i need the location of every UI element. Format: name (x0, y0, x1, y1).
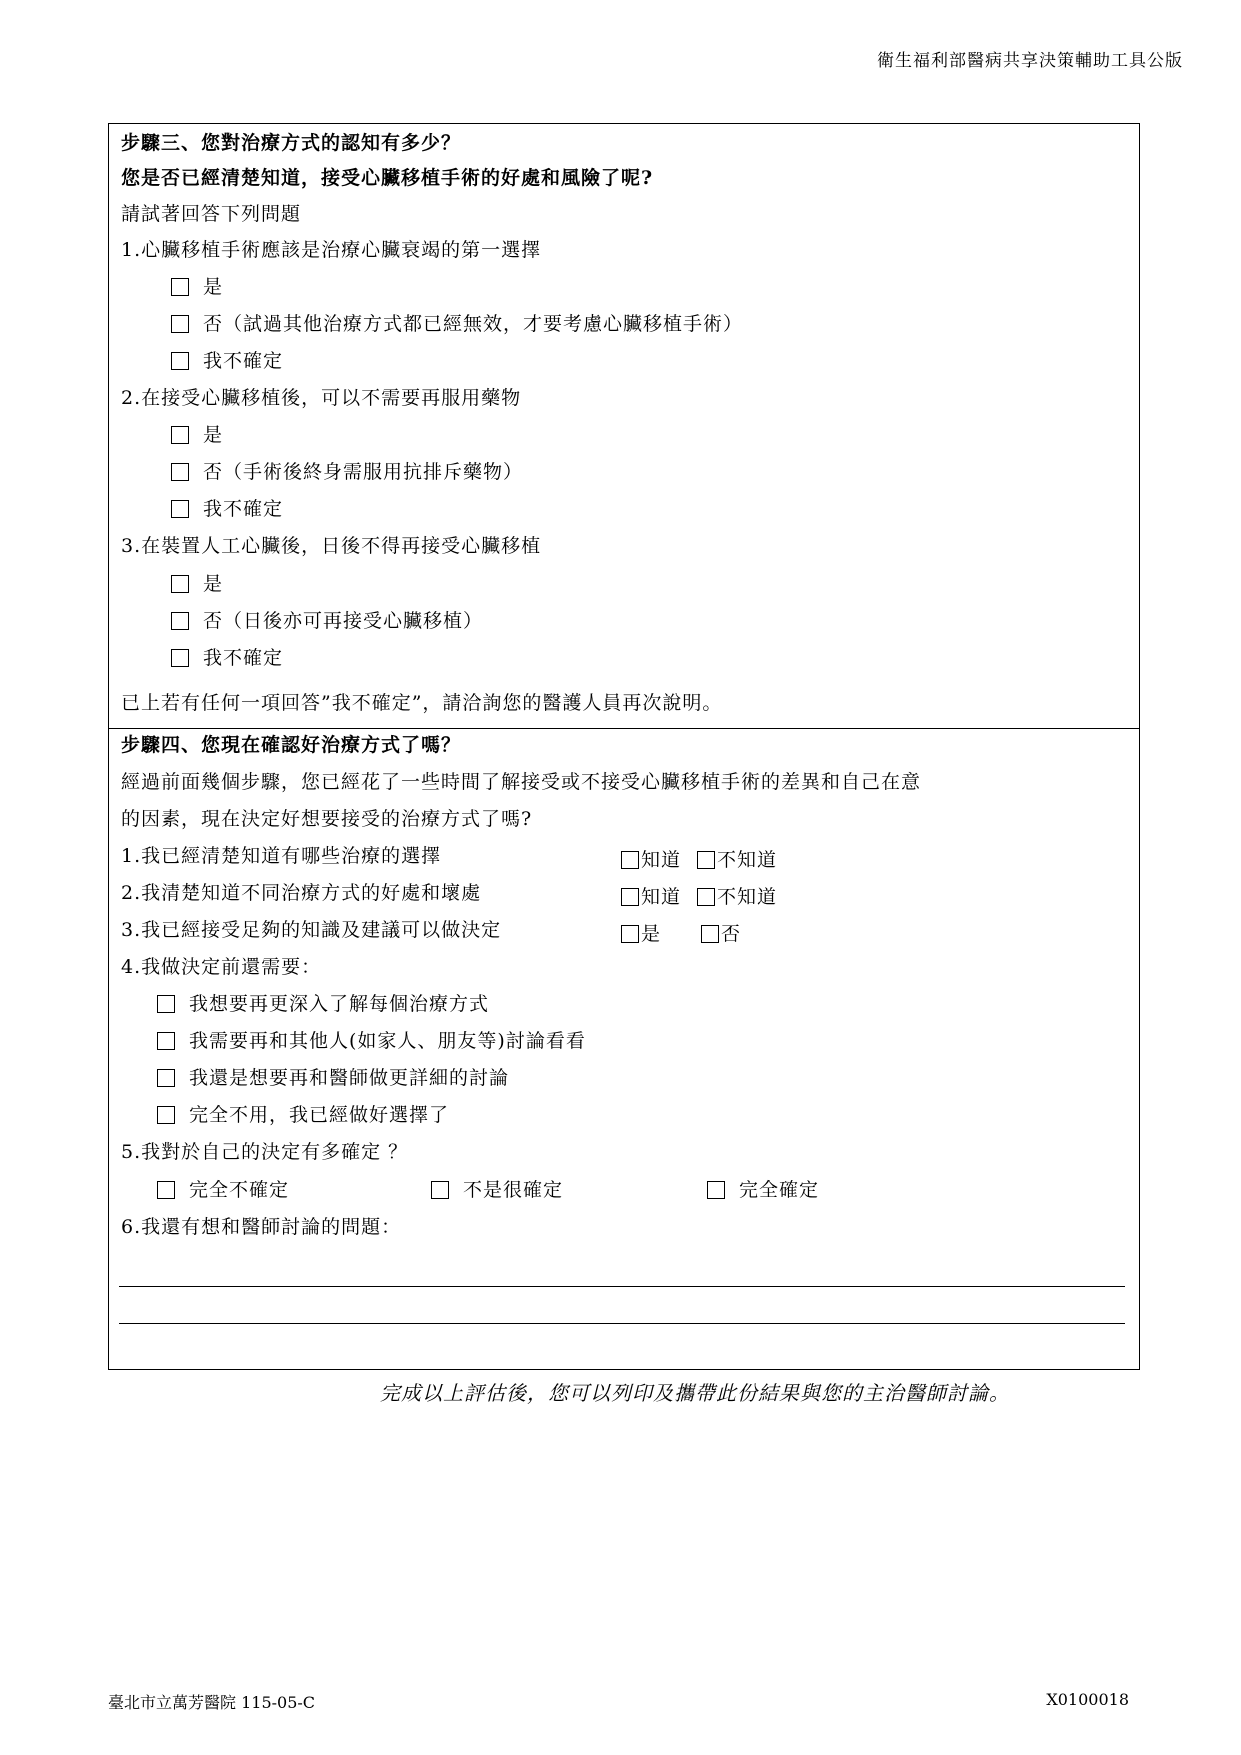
step4-title: 步驟四、您現在確認好治療方式了嗎？ (121, 734, 462, 756)
step3-instruction: 請試著回答下列問題 (121, 203, 302, 225)
step4-q2-option-dont-know[interactable]: 不知道 (697, 884, 777, 910)
step4-q1-options (621, 847, 793, 873)
checkbox[interactable] (157, 1181, 175, 1199)
step3-q3-option-unsure[interactable]: 我不確定 (171, 645, 283, 671)
step4-q3-option-yes[interactable]: 是 (621, 921, 661, 947)
checkbox[interactable] (621, 851, 639, 869)
step4-intro-line1: 經過前面幾個步驟，您已經花了一些時間了解接受或不接受心臟移植手術的差異和自己在意 (121, 771, 922, 793)
step3-q1-option-unsure[interactable]: 我不確定 (171, 348, 283, 374)
checkbox[interactable] (171, 463, 189, 481)
step4-q4-text: 4.我做決定前還需要： (121, 956, 322, 978)
step4-q4-option-4[interactable]: 完全不用，我已經做好選擇了 (157, 1102, 449, 1128)
step3-q1-option-yes[interactable]: 是 (171, 274, 223, 300)
checkbox[interactable] (171, 500, 189, 518)
step3-subtitle: 您是否已經清楚知道，接受心臟移植手術的好處和風險了呢? (121, 167, 654, 189)
step4-q4-option-3[interactable]: 我還是想要再和醫師做更詳細的討論 (157, 1065, 509, 1091)
step4-q5-text: 5.我對於自己的決定有多確定 ？ (121, 1141, 409, 1163)
step3-q3-option-yes[interactable]: 是 (171, 571, 223, 597)
step4-q5-option-1[interactable]: 完全不確定 (157, 1177, 289, 1203)
checkbox[interactable] (697, 851, 715, 869)
step4-q4-option-2[interactable]: 我需要再和其他人(如家人、朋友等)討論看看 (157, 1028, 586, 1054)
checkbox[interactable] (171, 278, 189, 296)
step4-q1-text: 1.我已經清楚知道有哪些治療的選擇 (121, 845, 442, 867)
section-divider (109, 728, 1139, 729)
checkbox[interactable] (431, 1181, 449, 1199)
step3-q1-option-no[interactable]: 否（試過其他治療方式都已經無效，才要考慮心臟移植手術） (171, 311, 743, 337)
step4-q4-option-1[interactable]: 我想要再更深入了解每個治療方式 (157, 991, 489, 1017)
checkbox[interactable] (171, 649, 189, 667)
hospital-label: 臺北市立萬芳醫院 115-05-C (108, 1693, 316, 1712)
answer-line[interactable] (119, 1323, 1125, 1324)
checkbox[interactable] (621, 925, 639, 943)
step3-q2-option-unsure[interactable]: 我不確定 (171, 496, 283, 522)
document-code: X0100018 (1046, 1690, 1129, 1709)
checkbox[interactable] (697, 888, 715, 906)
page-header: 衛生福利部醫病共享決策輔助工具公版 (877, 51, 1183, 71)
step4-q3-options (621, 921, 757, 947)
checkbox[interactable] (157, 1069, 175, 1087)
step3-q2-option-no[interactable]: 否（手術後終身需服用抗排斥藥物） (171, 459, 523, 485)
step4-q6-text: 6.我還有想和醫師討論的問題： (121, 1216, 402, 1238)
step3-q2-text: 2.在接受心臟移植後，可以不需要再服用藥物 (121, 387, 522, 409)
step4-q3-option-no[interactable]: 否 (701, 921, 741, 947)
step4-q5-option-2[interactable]: 不是很確定 (431, 1177, 563, 1203)
checkbox[interactable] (157, 1032, 175, 1050)
checkbox[interactable] (701, 925, 719, 943)
checkbox[interactable] (157, 1106, 175, 1124)
answer-line[interactable] (119, 1286, 1125, 1287)
step3-q1-text: 1.心臟移植手術應該是治療心臟衰竭的第一選擇 (121, 239, 542, 261)
step4-q2-text: 2.我清楚知道不同治療方式的好處和壞處 (121, 882, 482, 904)
checkbox[interactable] (171, 315, 189, 333)
step4-intro-line2: 的因素，現在決定好想要接受的治療方式了嗎? (121, 808, 533, 830)
checkbox[interactable] (171, 575, 189, 593)
step4-q1-option-know[interactable]: 知道 (621, 847, 681, 873)
form-box (108, 123, 1140, 1370)
completion-note: 完成以上評估後，您可以列印及攜帶此份結果與您的主治醫師討論。 (380, 1381, 1010, 1405)
checkbox[interactable] (707, 1181, 725, 1199)
checkbox[interactable] (171, 426, 189, 444)
checkbox[interactable] (171, 352, 189, 370)
step3-note: 已上若有任何一項回答”我不確定”，請洽詢您的醫護人員再次說明。 (121, 692, 723, 714)
step4-q3-text: 3.我已經接受足夠的知識及建議可以做決定 (121, 919, 502, 941)
checkbox[interactable] (171, 612, 189, 630)
step3-title: 步驟三、您對治療方式的認知有多少？ (121, 132, 462, 154)
step4-q1-option-dont-know[interactable]: 不知道 (697, 847, 777, 873)
step4-q5-option-3[interactable]: 完全確定 (707, 1177, 819, 1203)
step3-q2-option-yes[interactable]: 是 (171, 422, 223, 448)
step4-q2-options (621, 884, 793, 910)
step4-q2-option-know[interactable]: 知道 (621, 884, 681, 910)
step3-q3-text: 3.在裝置人工心臟後，日後不得再接受心臟移植 (121, 535, 542, 557)
step3-q3-option-no[interactable]: 否（日後亦可再接受心臟移植） (171, 608, 483, 634)
checkbox[interactable] (621, 888, 639, 906)
checkbox[interactable] (157, 995, 175, 1013)
